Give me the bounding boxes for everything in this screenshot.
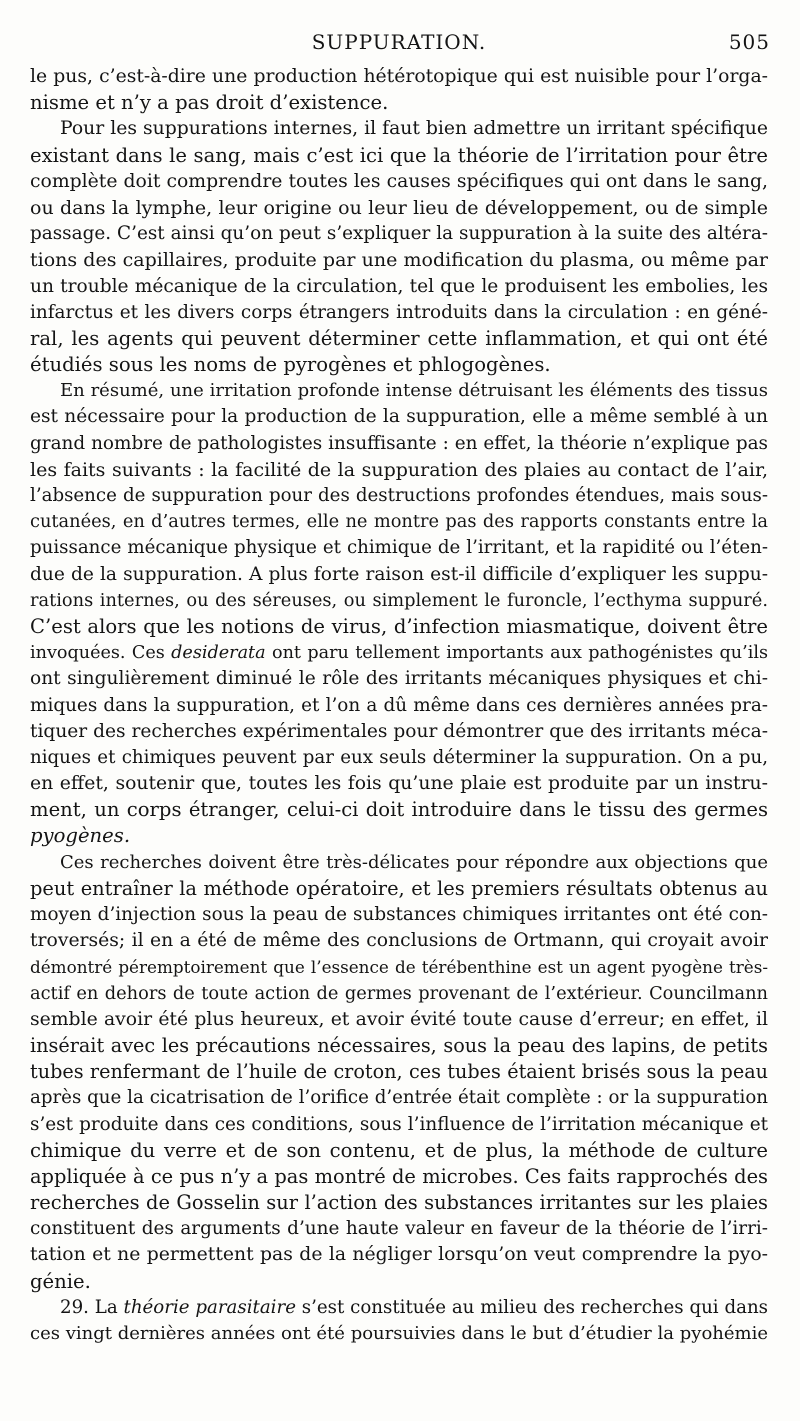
- italic-term: pyogènes.: [30, 824, 131, 848]
- text-line: actif en dehors de toute action de germes provenant de l’extérieur. Councilmann: [30, 982, 768, 1004]
- text-line: s’est produite dans ces conditions, sous l’influence de l’irritation mécanique et: [30, 1113, 768, 1135]
- text-line: génie.: [30, 1269, 91, 1293]
- text-segment: ont paru tellement importants aux pathogénistes qu’ils: [265, 643, 768, 664]
- text-line: [30, 640, 768, 666]
- text-line: constituent des arguments d’une haute valeur en faveur de la théorie de l’irri-: [30, 1218, 768, 1240]
- text-line: après que la cicatrisation de l’orifice d’entrée était complète : or la suppuration: [30, 1087, 768, 1109]
- text-line: peut entraîner la méthode opératoire, et les premiers résultats obtenus au: [30, 876, 768, 900]
- text-line: un trouble mécanique de la circulation, tel que le produisent les embolies, les: [30, 275, 768, 297]
- text-line: grand nombre de pathologistes insuffisante : en effet, la théorie n’explique pas: [30, 432, 768, 454]
- text-line: Pour les suppurations internes, il faut bien admettre un irritant spécifique: [60, 118, 768, 140]
- text-line: puissance mécanique physique et chimique de l’irritant, et la rapidité ou l’éten-: [30, 537, 768, 559]
- text-line: Ces recherches doivent être très-délicates pour répondre aux objections que: [60, 851, 768, 873]
- text-line: C’est alors que les notions de virus, d’infection miasmatique, doivent être: [30, 614, 768, 638]
- text-line: ces vingt dernières années ont été poursuivies dans le but d’étudier la pyohémie: [30, 1323, 768, 1344]
- text-line: tiquer des recherches expérimentales pour démontrer que des irritants méca-: [30, 720, 768, 742]
- running-title: SUPPURATION.: [311, 30, 487, 54]
- text-line: tubes renfermant de l’huile de croton, ces tubes étaient brisés sous la peau: [30, 1060, 768, 1084]
- text-line: troversés; il en a été de même des conclusions de Ortmann, qui croyait avoir: [30, 930, 768, 952]
- text-line: cutanées, en d’autres termes, elle ne montre pas des rapports constants entre la: [30, 511, 768, 533]
- text-line: chimique du verre et de son contenu, et de plus, la méthode de culture: [30, 1138, 768, 1162]
- text-segment: s’est constituée au milieu des recherches qui dans: [295, 1296, 768, 1318]
- running-head: [28, 30, 770, 58]
- text-line: ou dans la lymphe, leur origine ou leur lieu de développement, ou de simple: [30, 196, 768, 219]
- page-number: 505: [728, 30, 770, 54]
- text-line: tation et ne permettent pas de la négliger lorsqu’on veut comprendre la pyo-: [30, 1244, 768, 1266]
- text-line: étudiés sous les noms de pyrogènes et phlogogènes.: [30, 353, 551, 377]
- text-line: niques et chimiques peuvent par eux seuls déterminer la suppuration. On a pu,: [30, 746, 768, 768]
- text-line: ont singulièrement diminué le rôle des irritants mécaniques physiques et chi-: [30, 668, 768, 690]
- body-text: [30, 64, 768, 1347]
- italic-term: théorie parasitaire: [123, 1296, 296, 1318]
- text-line: complète doit comprendre toutes les causes spécifiques qui ont dans le sang,: [30, 170, 768, 192]
- text-line: due de la suppuration. A plus forte raison est-il difficile d’expliquer les suppu-: [30, 563, 768, 585]
- text-line: tions des capillaires, produite par une modification du plasma, ou même par: [30, 249, 768, 272]
- italic-term: desiderata: [171, 643, 266, 664]
- text-line: les faits suivants : la facilité de la suppuration des plaies au contact de l’air,: [30, 458, 768, 481]
- text-segment: 29. La: [60, 1296, 124, 1318]
- text-line: semble avoir été plus heureux, et avoir évité toute cause d’erreur; en effet, il: [30, 1008, 768, 1030]
- text-line: l’absence de suppuration pour des destructions profondes étendues, mais sous-: [30, 485, 768, 506]
- text-line: insérait avec les précautions nécessaires, sous la peau des lapins, de petits: [30, 1033, 768, 1057]
- text-line: [30, 823, 768, 849]
- text-line: infarctus et les divers corps étrangers introduits dans la circulation : en géné-: [30, 301, 768, 323]
- text-segment: invoquées. Ces: [30, 643, 172, 664]
- text-line: En résumé, une irritation profonde intense détruisant les éléments des tissus: [60, 380, 768, 402]
- text-line: ral, les agents qui peuvent déterminer cette inflammation, et qui ont été: [30, 326, 768, 350]
- text-line: rations internes, ou des séreuses, ou simplement le furoncle, l’ecthyma suppuré.: [30, 589, 768, 611]
- text-line: moyen d’injection sous la peau de substances chimiques irritantes ont été con-: [30, 904, 768, 925]
- text-line: le pus, c’est-à-dire une production hétérotopique qui est nuisible pour l’orga-: [30, 66, 768, 87]
- text-line: nisme et n’y a pas droit d’existence.: [30, 91, 389, 115]
- text-line: appliquée à ce pus n’y a pas montré de microbes. Ces faits rapprochés des: [30, 1164, 768, 1188]
- text-line: démontré péremptoirement que l’essence de térébenthine est un agent pyogène très-: [30, 957, 768, 978]
- text-line: recherches de Gosselin sur l’action des substances irritantes sur les plaies: [30, 1191, 768, 1215]
- text-line: est nécessaire pour la production de la suppuration, elle a même semblé à un: [30, 406, 768, 428]
- text-line: miques dans la suppuration, et l’on a dû même dans ces dernières années pra-: [30, 694, 768, 716]
- text-line: passage. C’est ainsi qu’on peut s’expliquer la suppuration à la suite des altéra-: [30, 223, 768, 245]
- text-line: en effet, soutenir que, toutes les fois qu’une plaie est produite par un instru-: [30, 773, 768, 795]
- text-line: ment, un corps étranger, celui-ci doit introduire dans le tissu des germes: [30, 798, 768, 822]
- text-line: [30, 1295, 768, 1321]
- text-line: existant dans le sang, mais c’est ici que la théorie de l’irritation pour être: [30, 143, 768, 167]
